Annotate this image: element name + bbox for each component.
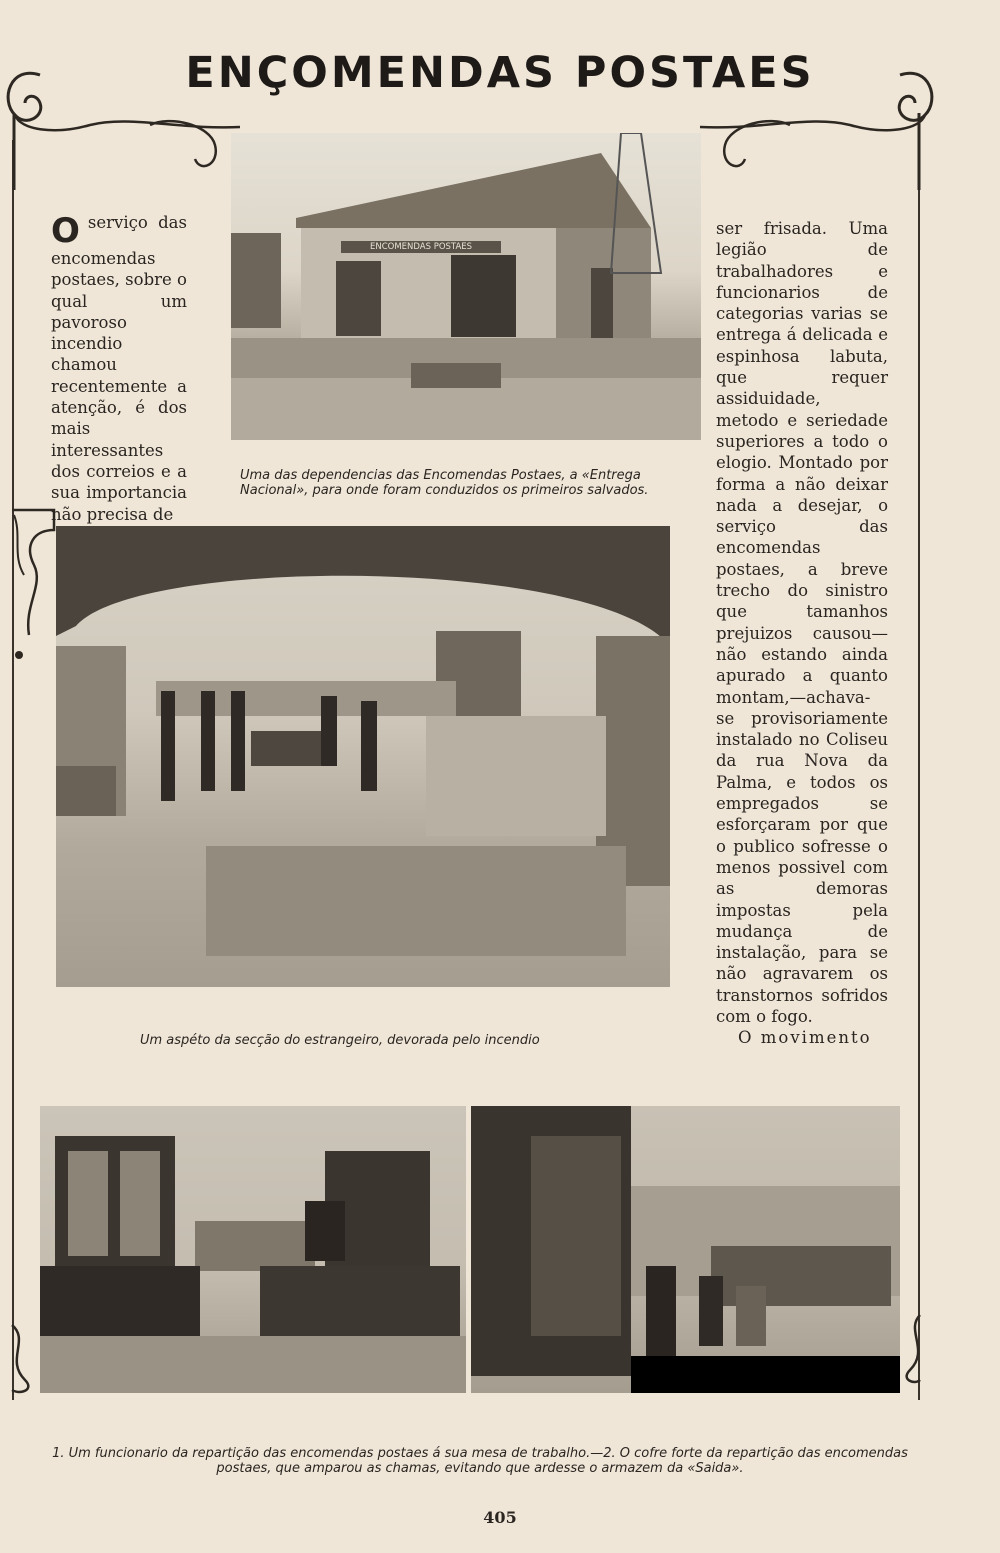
caption-foreign-section: Um aspéto da secção do estrangeiro, devorada pelo incendio: [140, 1033, 540, 1048]
left-side-ornament: [4, 505, 60, 680]
photo-building: [231, 133, 701, 440]
photo-foreign-section: [56, 526, 670, 987]
photo-clerk-desk: [40, 1106, 466, 1393]
drop-cap: O: [51, 211, 80, 251]
caption-bottom-photos: 1. Um funcionario da repartição das encomendas postaes á sua mesa de trabalho.—2. O cofre forte da repartição das encomendas postaes, que amparou as chamas, evitando que ardesse o armazem da «Saida».: [52, 1446, 908, 1476]
page-title: ENÇOMENDAS POSTAES: [185, 48, 815, 98]
article-right-column: [716, 218, 888, 1049]
article-text-left: serviço das encomendas postaes, sobre o qual um pavoroso incendio chamou recentemente a atenção, é dos mais interessantes dos correios e a sua importancia não precisa de: [51, 213, 187, 524]
page-number: 405: [483, 1508, 517, 1527]
photo-strong-safe: [471, 1106, 900, 1393]
building-sign: ENCOMENDAS POSTAES: [341, 241, 501, 253]
article-left-column: [51, 212, 187, 525]
bottom-right-ornament: [895, 1310, 935, 1390]
right-border-rule: [918, 140, 920, 1400]
article-text-right: ser frisada. Uma legião de trabalhadores e funcionarios de categorias varias se entrega á delicada e espinhosa labuta, que requer assiduidade, metodo e seriedade superiores a todo o elogio. Montado por forma a não deixar nada a desejar, o serviço das encomendas postaes, a breve trecho do sinistro que tamanhos prejuizos causou—não estando ainda apurado a quanto montam,—achava-se provisoriamente instalado no Coliseu da rua Nova da Palma, e todos os empregados se esforçaram por que o publico sofresse o menos possivel com as demoras impostas pela mudança de instalação, para se não agravarem os transtornos sofridos com o fogo.: [716, 219, 888, 1026]
caption-building: Uma das dependencias das Encomendas Postaes, a «Entrega Nacional», para onde foram conduzidos os primeiros salvados.: [240, 468, 649, 498]
left-border-rule: [12, 140, 14, 1400]
article-text-tail: O movimento: [738, 1028, 872, 1048]
